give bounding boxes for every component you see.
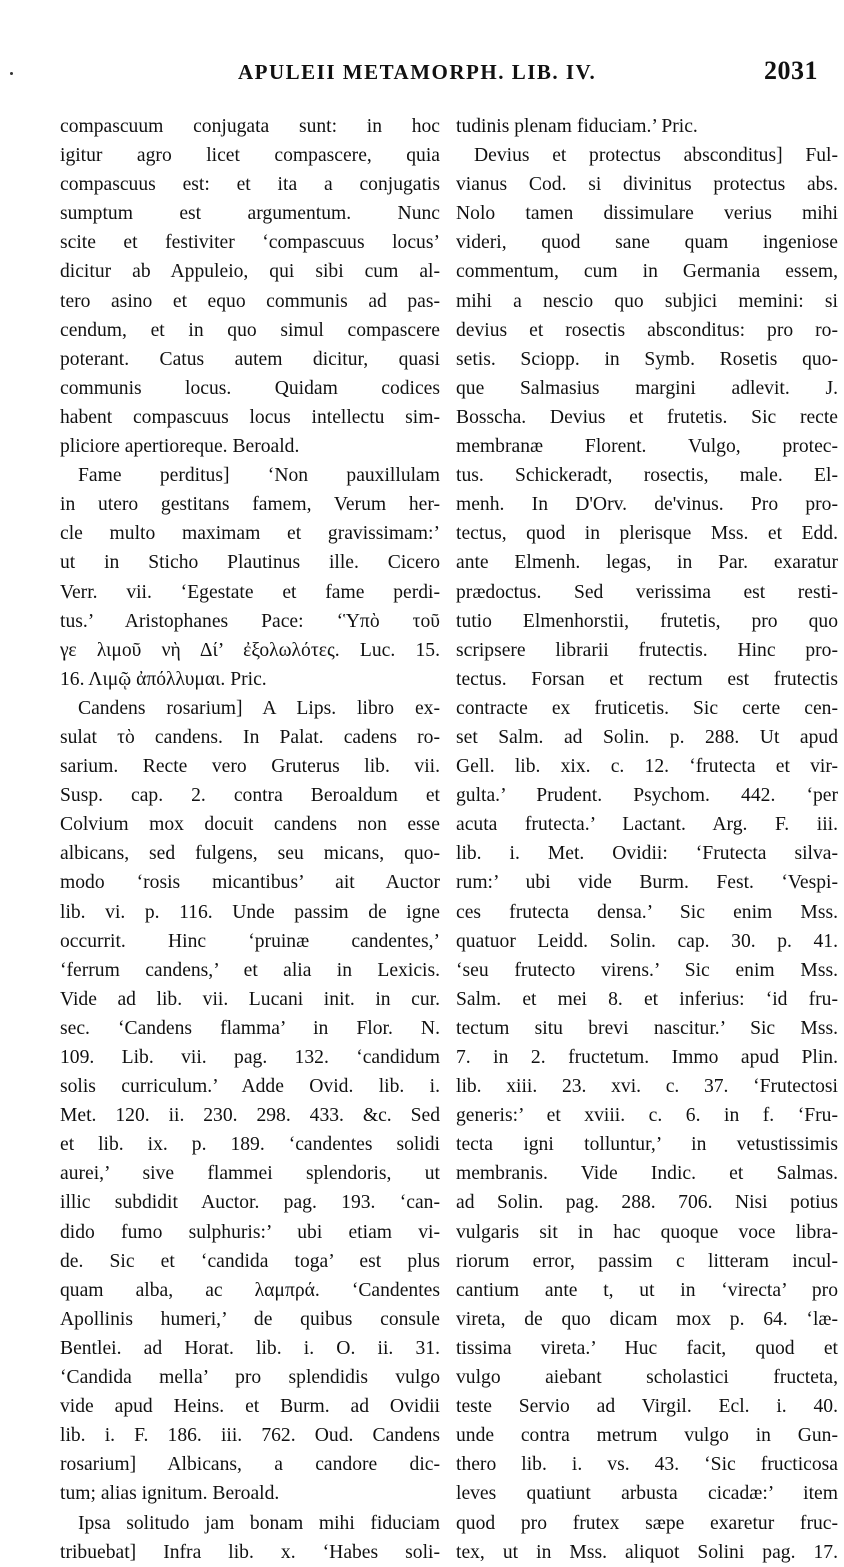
text-line: tum; alias ignitum. Beroald.	[60, 1483, 280, 1505]
text-line: scripsere librarii frutectis. Hinc pro-	[456, 639, 838, 661]
text-line: mihi a nescio quo subjici memini: si	[456, 290, 838, 312]
text-line: 16. Λιμῷ ἀπόλλυμαι. Pric.	[60, 668, 267, 690]
running-title: APULEII METAMORPH. LIB. IV.	[238, 60, 597, 84]
text-line: Apollinis humeri,’ de quibus consule	[60, 1308, 440, 1330]
text-line: tissima vireta.’ Huc facit, quod et	[456, 1337, 838, 1359]
text-line: Susp. cap. 2. contra Beroaldum et	[60, 785, 440, 807]
text-line: Nolo tamen dissimulare verius mihi	[456, 203, 838, 225]
text-line: sumptum est argumentum. Nunc	[60, 203, 440, 225]
text-line: que Salmasius margini adlevit. J.	[456, 377, 838, 399]
text-line: pliciore apertioreque. Beroald.	[60, 436, 300, 458]
text-line: albicans, sed fulgens, seu micans, quo-	[60, 843, 440, 865]
text-line: Devius et protectus absconditus] Ful-	[474, 145, 838, 167]
text-line: Verr. vii. ‘Egestate et fame perdi-	[60, 581, 440, 603]
text-line: lib. i. F. 186. iii. 762. Oud. Candens	[60, 1425, 440, 1447]
text-line: igitur agro licet compascere, quia	[60, 145, 440, 167]
text-line: Bentlei. ad Horat. lib. i. O. ii. 31.	[60, 1337, 440, 1359]
text-line: vulgo aiebant scholastici fructeta,	[456, 1367, 838, 1389]
text-line: ces frutecta densa.’ Sic enim Mss.	[456, 901, 838, 923]
text-line: tero asino et equo communis ad pas-	[60, 290, 440, 312]
text-line: dicitur ab Appuleio, qui sibi cum al-	[60, 261, 440, 283]
text-line: tribuebat] Infra lib. x. ‘Habes soli-	[60, 1541, 440, 1563]
text-line: communis locus. Quidam codices	[60, 377, 440, 399]
page-header	[0, 56, 844, 90]
text-line: quatuor Leidd. Solin. cap. 30. p. 41.	[456, 930, 838, 952]
text-line: vulgaris sit in hac quoque voce libra-	[456, 1221, 838, 1243]
text-line: vianus Cod. si divinitus protectus abs.	[456, 174, 838, 196]
text-line: γε λιμοῦ νὴ Δί’ ἐξολωλότες. Luc. 15.	[60, 639, 440, 661]
text-line: ‘seu frutecto virens.’ Sic enim Mss.	[456, 959, 838, 981]
text-line: ut in Sticho Plautinus ille. Cicero	[60, 552, 440, 574]
text-line: cantium ante t, ut in ‘virecta’ pro	[456, 1279, 838, 1301]
text-line: Colvium mox docuit candens non esse	[60, 814, 440, 836]
text-line: thero lib. i. vs. 43. ‘Sic fructicosa	[456, 1454, 838, 1476]
text-line: tectum situ brevi nascitur.’ Sic Mss.	[456, 1017, 838, 1039]
text-line: dido fumo sulphuris:’ ubi etiam vi-	[60, 1221, 440, 1243]
page-number: 2031	[764, 56, 818, 85]
text-line: vireta, de quo dicam mox p. 64. ‘læ-	[456, 1308, 838, 1330]
text-line: de. Sic et ‘candida toga’ est plus	[60, 1250, 440, 1272]
text-line: et lib. ix. p. 189. ‘candentes solidi	[60, 1134, 440, 1156]
text-line: leves quatiunt arbusta cicadæ:’ item	[456, 1483, 838, 1505]
text-line: poterant. Catus autem dicitur, quasi	[60, 348, 440, 370]
text-line: set Salm. ad Solin. p. 288. Ut apud	[456, 726, 838, 748]
text-line: in utero gestitans famem, Verum her-	[60, 494, 440, 516]
text-line: compascuus est: et ita a conjugatis	[60, 174, 440, 196]
text-line: tudinis plenam fiduciam.’ Pric.	[456, 116, 698, 137]
text-line: compascuum conjugata sunt: in hoc	[60, 116, 440, 137]
text-line: tus.’ Aristophanes Pace: ‘Ὑπὸ τοῦ	[60, 610, 440, 632]
text-line: lib. i. Met. Ovidii: ‘Frutecta silva-	[456, 843, 838, 865]
text-line: contracte ex fruticetis. Sic certe cen-	[456, 697, 838, 719]
text-line: gulta.’ Prudent. Psychom. 442. ‘per	[456, 785, 838, 807]
text-line: cle multo maximam et gravissimam:’	[60, 523, 440, 545]
text-line: sarium. Recte vero Gruterus lib. vii.	[60, 756, 440, 778]
text-line: tectus. Forsan et rectum est frutectis	[456, 668, 838, 690]
text-line: riorum error, passim c litteram incul-	[456, 1250, 838, 1272]
text-line: ante Elmenh. legas, in Par. exaratur	[456, 552, 838, 574]
text-line: Fame perditus] ‘Non pauxillulam	[78, 465, 440, 487]
text-line: habent compascuus locus intellectu sim-	[60, 406, 440, 428]
text-line: 7. in 2. fructetum. Immo apud Plin.	[456, 1047, 838, 1068]
left-column	[60, 112, 440, 1567]
text-line: occurrit. Hinc ‘pruinæ candentes,’	[60, 930, 440, 952]
text-line: sec. ‘Candens flamma’ in Flor. N.	[60, 1017, 440, 1039]
text-line: membranæ Florent. Vulgo, protec-	[456, 436, 838, 458]
text-line: quam alba, ac λαμπρά. ‘Candentes	[60, 1279, 440, 1301]
right-column	[456, 112, 838, 1567]
text-line: prædoctus. Sed verissima est resti-	[456, 581, 838, 603]
text-line: rum:’ ubi vide Burm. Fest. ‘Vespi-	[456, 872, 838, 894]
text-line: rosarium] Albicans, a candore dic-	[60, 1454, 440, 1476]
text-line: lib. vi. p. 116. Unde passim de igne	[60, 901, 440, 923]
text-line: Vide ad lib. vii. Lucani init. in cur.	[60, 988, 440, 1010]
text-line: Bosscha. Devius et frutetis. Sic recte	[456, 406, 838, 428]
text-line: setis. Sciopp. in Symb. Rosetis quo-	[456, 348, 838, 370]
text-line: 109. Lib. vii. pag. 132. ‘candidum	[60, 1047, 440, 1068]
text-line: devius et rosectis absconditus: pro ro-	[456, 319, 838, 341]
text-line: menh. In D'Orv. de'vinus. Pro pro-	[456, 494, 838, 516]
text-line: sulat τὸ candens. In Palat. cadens ro-	[60, 726, 440, 748]
text-line: aurei,’ sive flammei splendoris, ut	[60, 1163, 440, 1185]
text-line: tus. Schickeradt, rosectis, male. El-	[456, 465, 838, 487]
text-line: Candens rosarium] A Lips. libro ex-	[78, 697, 440, 719]
text-line: quod pro frutex sæpe exaretur fruc-	[456, 1512, 838, 1534]
text-line: Salm. et mei 8. et inferius: ‘id fru-	[456, 988, 838, 1010]
text-line: ‘Candida mella’ pro splendidis vulgo	[60, 1367, 440, 1389]
text-line: tutio Elmenhorstii, frutetis, pro quo	[456, 610, 838, 632]
text-line: generis:’ et xviii. c. 6. in f. ‘Fru-	[456, 1105, 838, 1127]
text-line: vide apud Heins. et Burm. ad Ovidii	[60, 1396, 440, 1418]
text-line: tectus, quod in plerisque Mss. et Edd.	[456, 523, 838, 545]
text-line: cendum, et in quo simul compascere	[60, 319, 440, 341]
text-line: tex, ut in Mss. aliquot Solini pag. 17.	[456, 1541, 838, 1563]
text-line: videri, quod sane quam ingeniose	[456, 232, 838, 254]
text-line: commentum, cum in Germania essem,	[456, 261, 838, 283]
text-line: tecta igni tolluntur,’ in vetustissimis	[456, 1134, 838, 1156]
text-line: ad Solin. pag. 288. 706. Nisi potius	[456, 1192, 838, 1214]
text-line: ‘ferrum candens,’ et alia in Lexicis.	[60, 959, 440, 981]
text-line: Gell. lib. xix. c. 12. ‘frutecta et vir-	[456, 756, 838, 778]
text-line: modo ‘rosis micantibus’ ait Auctor	[60, 872, 440, 894]
text-line: acuta frutecta.’ Lactant. Arg. F. iii.	[456, 814, 838, 836]
text-line: Ipsa solitudo jam bonam mihi fiduciam	[78, 1512, 440, 1534]
text-line: membranis. Vide Indic. et Salmas.	[456, 1163, 838, 1185]
margin-dot	[10, 72, 13, 75]
text-line: illic subdidit Auctor. pag. 193. ‘can-	[60, 1192, 440, 1214]
text-line: teste Servio ad Virgil. Ecl. i. 40.	[456, 1396, 838, 1418]
text-line: unde contra metrum vulgo in Gun-	[456, 1425, 838, 1447]
text-line: lib. xiii. 23. xvi. c. 37. ‘Frutectosi	[456, 1076, 838, 1098]
text-line: Met. 120. ii. 230. 298. 433. &c. Sed	[60, 1105, 440, 1127]
text-line: solis curriculum.’ Adde Ovid. lib. i.	[60, 1076, 440, 1098]
text-line: scite et festiviter ‘compascuus locus’	[60, 232, 440, 254]
